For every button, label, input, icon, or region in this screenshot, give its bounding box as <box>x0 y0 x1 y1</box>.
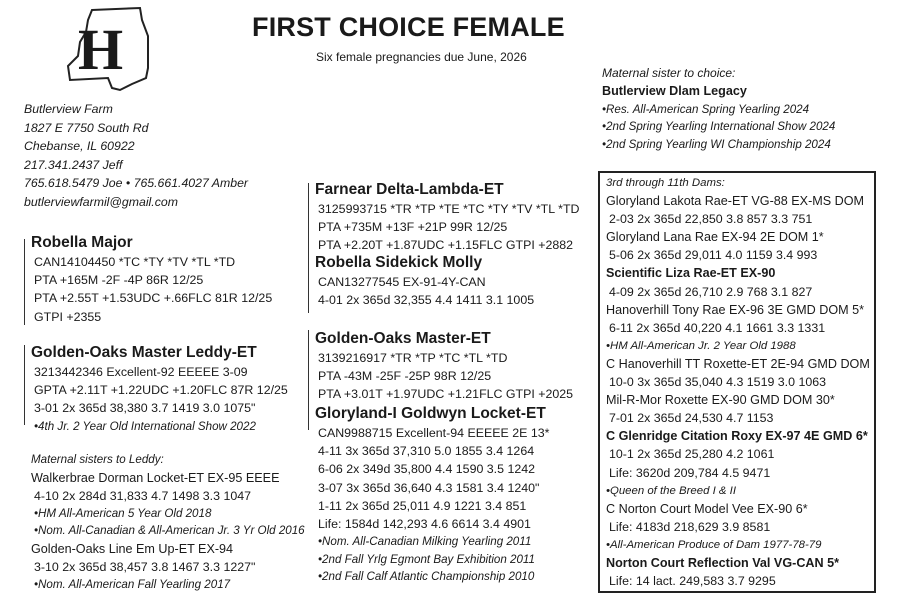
farm-contact <box>24 100 248 211</box>
sister-note: •Res. All-American Spring Yearling 2024 <box>602 102 810 116</box>
dam-line: 3213442346 Excellent-92 EEEEE 3-09 <box>34 365 248 379</box>
dam-record: Life: 14 lact. 249,583 3.7 9295 <box>609 574 776 589</box>
sister-label: Maternal sister to choice: <box>602 66 736 80</box>
leddy-sister-note: •HM All-American 5 Year Old 2018 <box>34 506 212 520</box>
bracket-line <box>24 345 25 425</box>
sire-block <box>31 232 272 326</box>
sister-note: •2nd Spring Yearling International Show 2024 <box>602 120 836 134</box>
locket-line: CAN9988715 Excellent-94 EEEEE 2E 13* <box>318 426 550 440</box>
dam-of-dam-block <box>315 403 549 586</box>
locket-line: 4-11 3x 365d 37,310 5.0 1855 3.4 1264 <box>318 444 535 459</box>
sire-line: CAN14104450 *TC *TY *TV *TL *TD <box>34 255 236 269</box>
dam-name: Golden-Oaks Master Leddy-ET <box>31 344 257 361</box>
dam-note: •All-American Produce of Dam 1977-78-79 <box>606 538 822 551</box>
molly-line: CAN13277545 EX-91-4Y-CAN <box>318 275 486 289</box>
master-name: Golden-Oaks Master-ET <box>315 330 491 347</box>
dams-label: 3rd through 11th Dams: <box>606 177 725 189</box>
page-subtitle: Six female pregnancies due June, 2026 <box>316 50 527 64</box>
dam-name: Mil-R-Mor Roxette EX-90 GMD DOM 30* <box>606 393 835 408</box>
dam-record: 5-06 2x 365d 29,011 4.0 1159 3.4 993 <box>609 248 818 263</box>
farnear-line: PTA +735M +13F +21P 99R 12/25 <box>318 220 508 235</box>
dam-of-sire-block <box>315 252 534 309</box>
farm-address-1: 1827 E 7750 South Rd <box>24 120 149 135</box>
dams-list <box>606 174 870 590</box>
leddy-sister-note: •Nom. All-Canadian & All-American Jr. 3 Yr Old 2016 <box>34 524 305 538</box>
logo-letter: H <box>78 17 124 82</box>
farnear-line: PTA +2.20T +1.87UDC +1.15FLC GTPI +2882 <box>318 238 574 253</box>
sire-of-dam-block <box>315 328 573 404</box>
dam-name: Gloryland Lakota Rae-ET VG-88 EX-MS DOM <box>606 194 865 209</box>
sire-line: PTA +165M -2F -4P 86R 12/25 <box>34 273 204 288</box>
dam-name: C Hanoverhill TT Roxette-ET 2E-94 GMD DOM <box>606 356 870 371</box>
farm-name: Butlerview Farm <box>24 102 113 116</box>
bracket-line <box>24 239 25 325</box>
dam-record: Life: 4183d 218,629 3.9 8581 <box>609 519 771 534</box>
locket-line: Life: 1584d 142,293 4.6 6614 3.4 4901 <box>318 517 531 532</box>
dam-name: C Glenridge Citation Roxy EX-97 4E GMD 6* <box>606 429 868 444</box>
farm-email[interactable]: butlerviewfarmil@gmail.com <box>24 194 178 209</box>
farnear-line: 3125993715 *TR *TP *TE *TC *TY *TV *TL *TD <box>318 202 580 216</box>
bracket-line <box>308 183 309 313</box>
farm-phone-2: 765.618.5479 Joe • 765.661.4027 Amber <box>24 176 249 190</box>
dam-record: 2-03 2x 365d 22,850 3.8 857 3.3 751 <box>609 212 813 227</box>
farnear-name: Farnear Delta-Lambda-ET <box>315 181 504 198</box>
leddy-sisters <box>31 451 305 594</box>
sire-line: PTA +2.55T +1.53UDC +.66FLC 81R 12/25 <box>34 291 273 306</box>
dam-note: •4th Jr. 2 Year Old International Show 2022 <box>34 419 256 433</box>
dam-line: GPTA +2.11T +1.22UDC +1.20FLC 87R 12/25 <box>34 383 288 398</box>
dam-record: Life: 3620d 209,784 4.5 9471 <box>609 465 771 480</box>
dam-note: •Queen of the Breed I & II <box>606 484 736 497</box>
sister-to-choice <box>602 64 835 153</box>
leddy-sister-record: 3-10 2x 365d 38,457 3.8 1467 3.3 1227" <box>34 560 256 575</box>
locket-note: •2nd Fall Yrlg Egmont Bay Exhibition 2011 <box>318 552 535 566</box>
dam-name: C Norton Court Model Vee EX-90 6* <box>606 501 808 516</box>
sire-line: GTPI +2355 <box>34 309 102 324</box>
dam-note: •HM All-American Jr. 2 Year Old 1988 <box>606 339 796 352</box>
molly-name: Robella Sidekick Molly <box>315 254 483 271</box>
dam-record: 10-0 3x 365d 35,040 4.3 1519 3.0 1063 <box>609 375 827 390</box>
sister-name: Butlerview Dlam Legacy <box>602 84 747 99</box>
sire-of-sire-block <box>315 179 579 255</box>
locket-note: •2nd Fall Calf Atlantic Championship 2010 <box>318 570 535 584</box>
dam-name: Norton Court Reflection Val VG-CAN 5* <box>606 555 840 570</box>
farm-phone-1: 217.341.2437 Jeff <box>24 157 123 172</box>
locket-line: 1-11 2x 365d 25,011 4.9 1221 3.4 851 <box>318 498 527 513</box>
dam-record: 6-11 2x 365d 40,220 4.1 1661 3.3 1331 <box>609 320 826 335</box>
dam-record: 4-09 2x 365d 26,710 2.9 768 3.1 827 <box>609 284 813 299</box>
logo <box>62 6 152 96</box>
locket-note: •Nom. All-Canadian Milking Yearling 2011 <box>318 535 532 549</box>
locket-line: 3-07 3x 365d 36,640 4.3 1581 3.4 1240" <box>318 480 540 495</box>
leddy-sister-name: Walkerbrae Dorman Locket-ET EX-95 EEEE <box>31 470 280 485</box>
dam-block <box>31 342 288 435</box>
leddy-sister-record: 4-10 2x 284d 31,833 4.7 1498 3.3 1047 <box>34 488 252 503</box>
dam-name: Gloryland Lana Rae EX-94 2E DOM 1* <box>606 230 824 245</box>
dam-line: 3-01 2x 365d 38,380 3.7 1419 3.0 1075" <box>34 401 256 416</box>
sire-name: Robella Major <box>31 234 133 251</box>
sister-note: •2nd Spring Yearling WI Championship 2024 <box>602 137 831 151</box>
master-line: 3139216917 *TR *TP *TC *TL *TD <box>318 351 508 365</box>
dam-name: Scientific Liza Rae-ET EX-90 <box>606 266 776 281</box>
locket-line: 6-06 2x 349d 35,800 4.4 1590 3.5 1242 <box>318 462 536 477</box>
locket-name: Gloryland-I Goldwyn Locket-ET <box>315 405 546 422</box>
master-line: PTA -43M -25F -25P 98R 12/25 <box>318 369 492 384</box>
bracket-line <box>308 330 309 430</box>
page-title: FIRST CHOICE FEMALE <box>252 12 565 42</box>
leddy-sisters-label: Maternal sisters to Leddy: <box>31 453 164 466</box>
master-line: PTA +3.01T +1.97UDC +1.21FLC GTPI +2025 <box>318 387 574 402</box>
molly-line: 4-01 2x 365d 32,355 4.4 1411 3.1 1005 <box>318 293 535 308</box>
farm-address-2: Chebanse, IL 60922 <box>24 139 135 153</box>
dam-record: 7-01 2x 365d 24,530 4.7 1153 <box>609 411 774 426</box>
leddy-sister-name: Golden-Oaks Line Em Up-ET EX-94 <box>31 541 234 556</box>
dam-name: Hanoverhill Tony Rae EX-96 3E GMD DOM 5* <box>606 302 865 317</box>
leddy-sister-note: •Nom. All-American Fall Yearling 2017 <box>34 578 231 592</box>
dam-record: 10-1 2x 365d 25,280 4.2 1061 <box>609 447 775 462</box>
